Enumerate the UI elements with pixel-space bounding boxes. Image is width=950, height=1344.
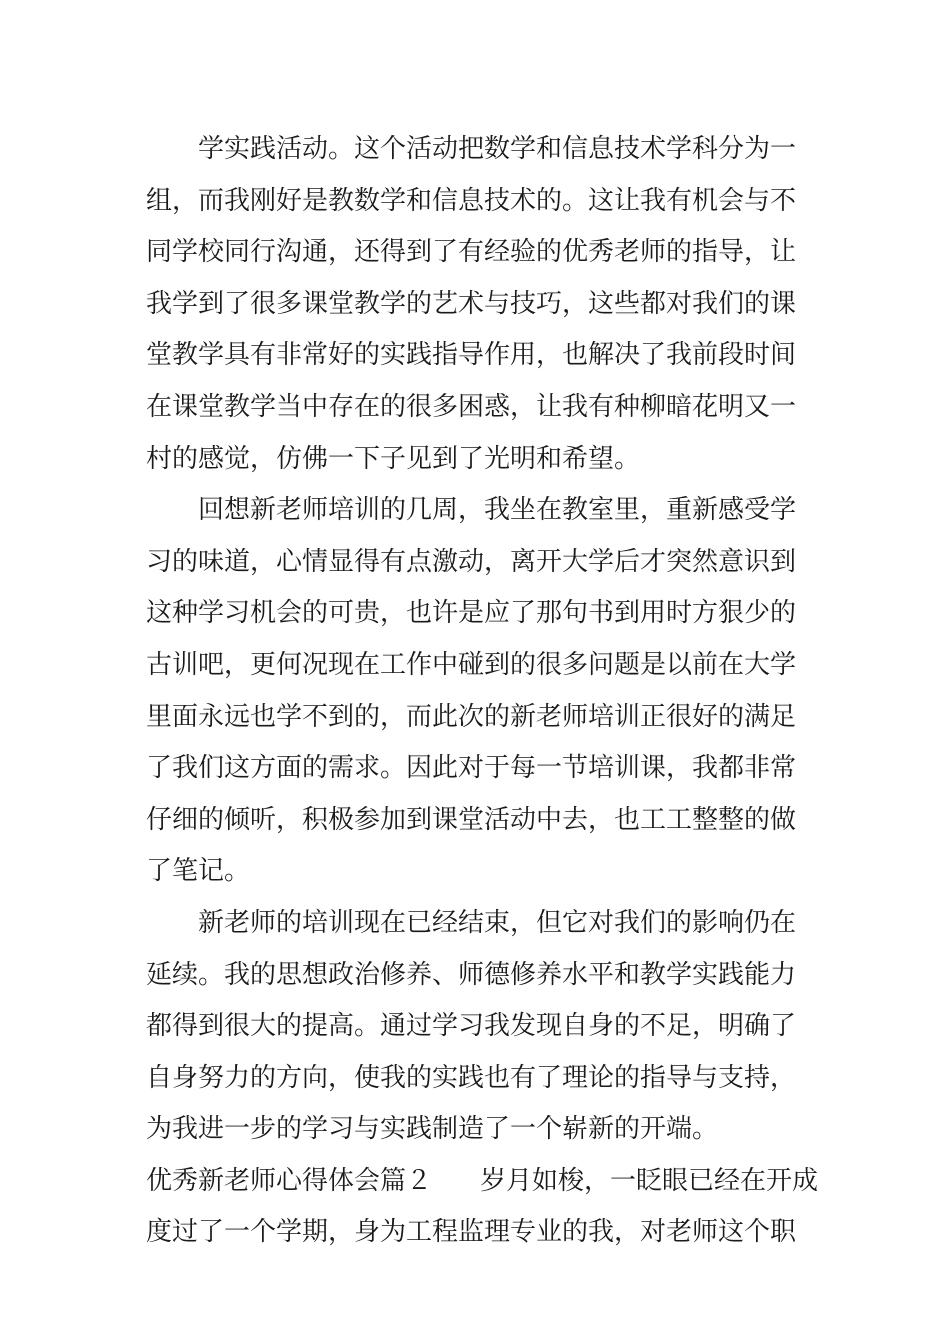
section-2 xyxy=(146,1156,819,1259)
text-line: 里面永远也学不到的，而此次的新老师培训正很好的满足 xyxy=(146,701,797,732)
text-line: 我学到了很多课堂教学的艺术与技巧，这些都对我们的课 xyxy=(146,288,797,319)
text-line: 在课堂教学当中存在的很多困惑，让我有种柳暗花明又一 xyxy=(146,391,797,422)
text-line: 习的味道，心情显得有点激动，离开大学后才突然意识到 xyxy=(146,546,797,577)
paragraph-2 xyxy=(146,485,808,898)
text-line: 同学校同行沟通，还得到了有经验的优秀老师的指导，让 xyxy=(146,237,797,268)
document-body xyxy=(146,124,819,1259)
section-heading-line xyxy=(146,1156,819,1208)
text-line: 为我进一步的学习与实践制造了一个崭新的开端。 xyxy=(146,1114,719,1145)
text-line: 组，而我刚好是教数学和信息技术的。这让我有机会与不 xyxy=(146,185,797,216)
text-line: 度过了一个学期，身为工程监理专业的我，对老师这个职 xyxy=(146,1217,797,1248)
text-line: 回想新老师培训的几周，我坐在教室里，重新感受学 xyxy=(198,495,797,526)
text-line: 延续。我的思想政治修养、师德修养水平和教学实践能力 xyxy=(146,959,797,990)
text-line: 堂教学具有非常好的实践指导作用，也解决了我前段时间 xyxy=(146,340,797,371)
text-line: 学实践活动。这个活动把数学和信息技术学科分为一 xyxy=(198,134,797,164)
paragraph-1 xyxy=(146,124,808,485)
text-line: 村的感觉，仿佛一下子见到了光明和希望。 xyxy=(146,443,641,474)
text-line: 了笔记。 xyxy=(146,856,251,887)
text-line: 新老师的培训现在已经结束，但它对我们的影响仍在 xyxy=(198,907,797,938)
section-title: 优秀新老师心得体会篇２ xyxy=(146,1165,433,1196)
text-line: 古训吧，更何况现在工作中碰到的很多问题是以前在大学 xyxy=(146,649,797,680)
paragraph-3 xyxy=(146,898,808,1156)
text-line: 自身努力的方向，使我的实践也有了理论的指导与支持， xyxy=(146,1062,797,1093)
text-line: 都得到很大的提高。通过学习我发现自身的不足，明确了 xyxy=(146,1011,797,1042)
section-first-text: 岁月如梭，一眨眼已经在开成 xyxy=(480,1165,819,1196)
text-line: 仔细的倾听，积极参加到课堂活动中去，也工工整整的做 xyxy=(146,804,797,835)
text-line: 了我们这方面的需求。因此对于每一节培训课，我都非常 xyxy=(146,753,797,784)
text-line: 这种学习机会的可贵，也许是应了那句书到用时方狠少的 xyxy=(146,598,797,629)
